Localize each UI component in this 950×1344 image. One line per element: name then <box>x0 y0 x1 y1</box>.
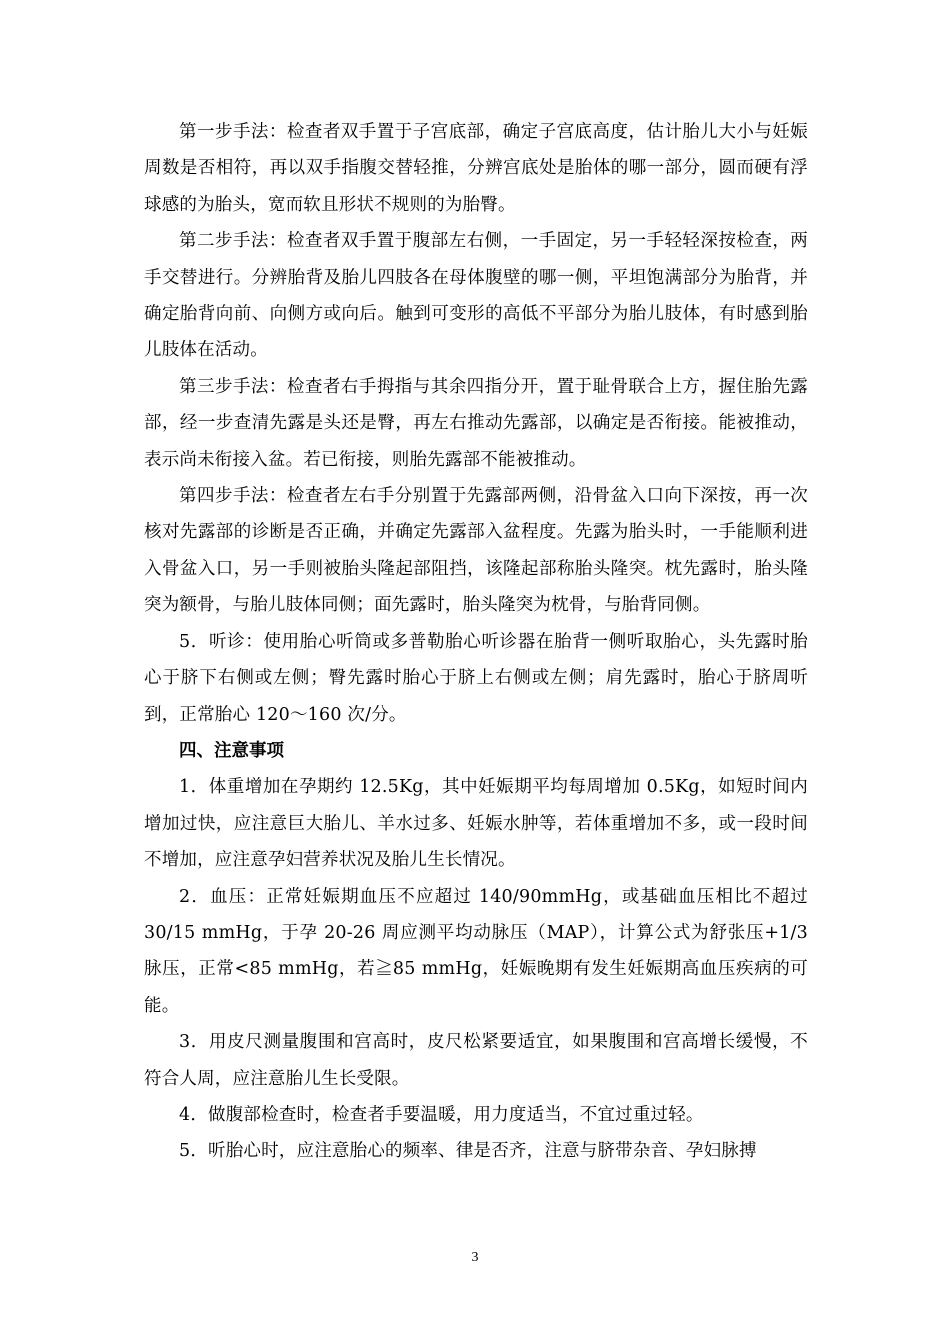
paragraph-step-two: 第二步手法：检查者双手置于腹部左右侧，一手固定，另一手轻轻深按检查，两手交替进行。分辨胎背及胎儿四肢各在母体腹壁的哪一侧，平坦饱满部分为胎背，并确定胎背向前、向侧方或向后。触到可变形的高低不平部分为胎儿肢体，有时感到胎儿肢体在活动。 <box>144 231 808 361</box>
paragraph-step-three: 第三步手法：检查者右手拇指与其余四指分开，置于耻骨联合上方，握住胎先露部，经一步查清先露是头还是臀，再左右推动先露部，以确定是否衔接。能被推动，表示尚未衔接入盆。若已衔接，则胎先露部不能被推动。 <box>144 376 808 470</box>
note-fetal-heart: 5．听胎心时，应注意胎心的频率、律是否齐，注意与脐带杂音、孕妇脉搏 <box>179 1141 757 1162</box>
paragraph-step-four: 第四步手法：检查者左右手分别置于先露部两侧，沿骨盆入口向下深按，再一次核对先露部的诊断是否正确，并确定先露部入盆程度。先露为胎头时，一手能顺利进入骨盆入口，另一手则被胎头隆起部阻挡，该隆起部称胎头隆突。枕先露时，胎头隆突为额骨，与胎儿肢体同侧；面先露时，胎头隆突为枕骨，与胎背同侧。 <box>144 486 808 616</box>
note-measurement: 3．用皮尺测量腹围和宫高时，皮尺松紧要适宜，如果腹围和宫高增长缓慢，不符合人周，应注意胎儿生长受限。 <box>144 1032 808 1089</box>
page-number: 3 <box>471 1250 479 1265</box>
body-text <box>144 114 808 1170</box>
note-blood-pressure: 2．血压：正常妊娠期血压不应超过 140/90mmHg，或基础血压相比不超过 30/15 mmHg，于孕 20-26 周应测平均动脉压（MAP），计算公式为舒张压+1/3 脉压，正常<85 mmHg，若≧85 mmHg，妊娠晚期有发生妊娠期高血压疾病的可能。 <box>144 886 808 1016</box>
paragraph-step-one: 第一步手法：检查者双手置于子宫底部，确定子宫底高度，估计胎儿大小与妊娠周数是否相符，再以双手指腹交替轻推，分辨宫底处是胎体的哪一部分，圆而硬有浮球感的为胎头，宽而软且形状不规则的为胎臀。 <box>144 122 808 215</box>
note-abdominal-exam: 4．做腹部检查时，检查者手要温暖，用力度适当，不宜过重过轻。 <box>179 1104 704 1125</box>
paragraph-auscultation: 5．听诊：使用胎心听筒或多普勒胎心听诊器在胎背一侧听取胎心，头先露时胎心于脐下右侧或左侧；臀先露时胎心于脐上右侧或左侧；肩先露时，胎心于脐周听到，正常胎心 120～160 次/分。 <box>144 631 808 725</box>
section-heading: 四、注意事项 <box>179 740 284 761</box>
note-weight: 1．体重增加在孕期约 12.5Kg，其中妊娠期平均每周增加 0.5Kg，如短时间内增加过快，应注意巨大胎儿、羊水过多、妊娠水肿等，若体重增加不多，或一段时间不增加，应注意孕妇营养状况及胎儿生长情况。 <box>144 777 808 871</box>
